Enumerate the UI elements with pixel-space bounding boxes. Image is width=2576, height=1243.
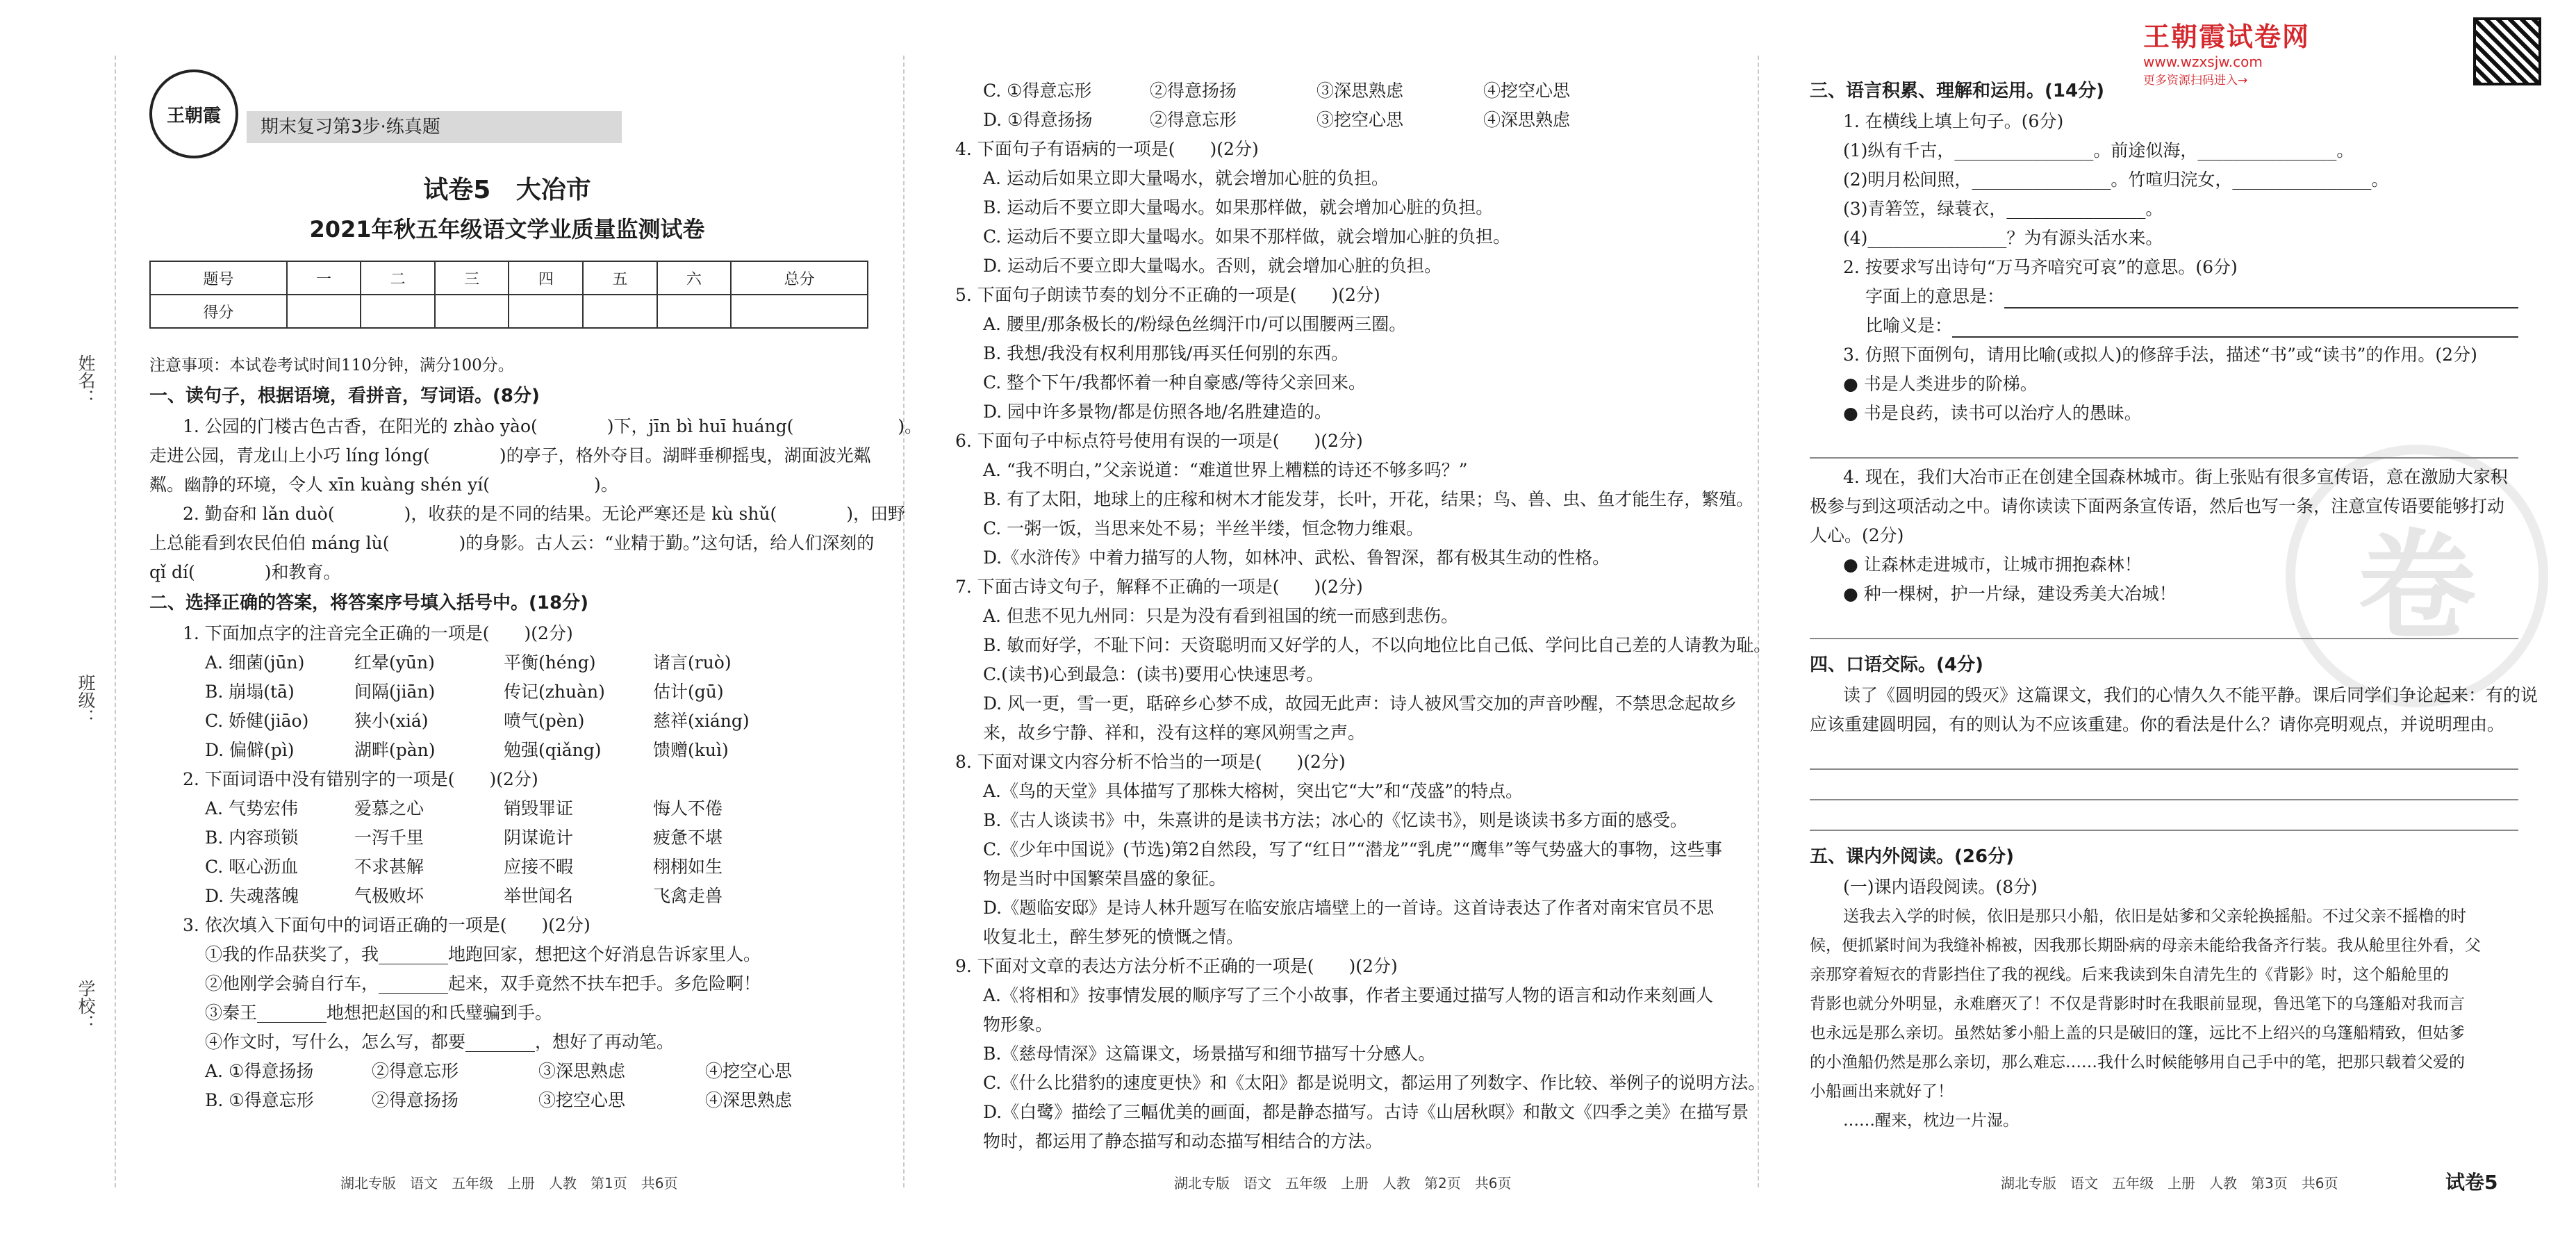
option: ③挖空心思 [1316, 110, 1404, 130]
option[interactable]: C. ①得意忘形 [983, 81, 1092, 101]
score-cell[interactable] [583, 295, 657, 328]
logo-name: 王朝霞 [166, 105, 221, 126]
option: ③挖空心思 [538, 1090, 626, 1110]
score-cell[interactable] [287, 295, 361, 328]
question: 9. 下面对文章的表达方法分析不正确的一项是( )(2分) [955, 956, 1398, 976]
section-2-title: 二、选择正确的答案，将答案序号填入括号中。(18分) [149, 593, 588, 614]
option: 湖畔(pàn) [354, 740, 436, 760]
paper-no: 试卷5 [423, 176, 491, 204]
score-header: 六 [657, 261, 732, 295]
option: 气极败坏 [354, 886, 424, 906]
option[interactable]: D.《题临安邸》是诗人林升题写在临安旅店墙壁上的一首诗。这首诗表达了作者对南宋官员不思 [983, 898, 1715, 918]
option: 物形象。 [983, 1014, 1053, 1035]
passage-line: 亲那穿着短衣的背影挡住了我的视线。后来我读到朱自清先生的《背影》时，这个船舱里的 [1810, 966, 2449, 984]
text-line: ③秦王________地想把赵国的和氏璧骗到手。 [205, 1003, 553, 1023]
score-cell[interactable] [509, 295, 583, 328]
binding-line [115, 56, 116, 1187]
option: ④挖空心思 [1483, 81, 1571, 101]
option[interactable]: C.《少年中国说》(节选)第2自然段，写了“红日”“潜龙”“乳虎”“鹰隼”等气势盛大的事物，这些事 [983, 839, 1722, 859]
fill-line[interactable]: (2)明月松间照，________________。竹喧归浣女，________________。 [1843, 170, 2389, 190]
text-line: 人心。(2分) [1810, 525, 1904, 545]
option: ③深思熟虑 [1316, 81, 1404, 101]
text-line: 读了《圆明园的毁灭》这篇课文，我们的心情久久不能平静。课后同学们争论起来：有的说 [1843, 685, 2538, 705]
question: 6. 下面句子中标点符号使用有误的一项是( )(2分) [955, 431, 1363, 451]
example-line: ● 书是良药，读书可以治疗人的愚昧。 [1843, 403, 2142, 423]
page-divider-1 [903, 56, 905, 1187]
option: ②得意扬扬 [1150, 81, 1237, 101]
text-line: 走进公园，青龙山上小巧 líng lóng( )的亭子，格外夺目。湖畔垂柳摇曳，湖面波光粼 [149, 445, 871, 466]
fill-line[interactable]: (1)纵有千古，________________。前途似海，________________。 [1843, 140, 2354, 160]
option[interactable]: B. 有了太阳，地球上的庄稼和树木才能发芽，长叶，开花，结果；鸟、兽、虫、鱼才能生存，繁殖。 [983, 489, 1754, 509]
section-5-title: 五、课内外阅读。(26分) [1810, 846, 2014, 867]
option: 举世闻名 [504, 886, 574, 906]
section-4-title: 四、口语交际。(4分) [1810, 655, 1983, 675]
option[interactable]: B. 内容琐锁 [205, 828, 299, 848]
paper-place: 大冶市 [515, 176, 591, 204]
option[interactable]: B.《慈母情深》这篇课文，场景描写和细节描写十分感人。 [983, 1044, 1436, 1064]
score-cell[interactable] [361, 295, 435, 328]
text-line: ②他刚学会骑自行车，________起来，双手竟然不扶车把手。多危险啊！ [205, 973, 761, 994]
option: 阴谋诡计 [504, 828, 574, 848]
answer-line[interactable] [1810, 800, 2518, 831]
page-3-footer: 湖北专版 语文 五年级 上册 人教 第3页 共6页 [2001, 1175, 2338, 1192]
option[interactable]: B. 运动后不要立即大量喝水。如果那样做，就会增加心脏的负担。 [983, 197, 1494, 217]
option[interactable]: A. 气势宏伟 [205, 798, 298, 818]
option: ③深思熟虑 [538, 1061, 626, 1081]
option: 平衡(héng) [504, 652, 596, 673]
option: 应接不暇 [504, 857, 574, 877]
option: 馈赠(kuì) [653, 740, 729, 760]
label: 比喻义是： [1865, 315, 1953, 336]
text-line: 应该重建圆明园，有的则认为不应该重建。你的看法是什么？请你亮明观点，并说明理由。 [1810, 714, 2505, 734]
score-header: 一 [287, 261, 361, 295]
question: 3. 依次填入下面句中的词语正确的一项是( )(2分) [183, 915, 591, 935]
question: 2. 下面词语中没有错别字的一项是( )(2分) [183, 769, 538, 789]
option: ②得意忘形 [1150, 110, 1237, 130]
brand-url[interactable]: www.wzxsjw.com [2143, 53, 2263, 70]
question: 4. 下面句子有语病的一项是( )(2分) [955, 139, 1259, 159]
text-line: 粼。幽静的环境，令人 xīn kuàng shén yí( )。 [149, 475, 618, 495]
option[interactable]: A.《将相和》按事情发展的顺序写了三个小故事，作者主要通过描写人物的语言和动作来刻画人 [983, 985, 1714, 1005]
option: ②得意忘形 [372, 1061, 459, 1081]
text-line: 1. 公园的门楼古色古香，在阳光的 zhào yào( )下，jīn bì huī huáng( )。 [183, 416, 923, 436]
option[interactable]: D. 偏僻(pì) [205, 740, 295, 760]
option[interactable]: C. 整个下午/我都怀着一种自豪感/等待父亲回来。 [983, 372, 1366, 393]
text-line: qǐ dí( )和教育。 [149, 562, 341, 582]
text-line: 2. 勤奋和 lǎn duò( )，收获的是不同的结果。无论严寒还是 kù shǔ( )，田野 [183, 504, 906, 524]
option: 喷气(pèn) [504, 711, 585, 731]
passage-line: 送我去入学的时候，依旧是那只小船，依旧是姑爹和父亲轮换摇船。不过父亲不摇橹的时 [1843, 907, 2466, 925]
subsection-title: (一)课内语段阅读。(8分) [1843, 877, 2038, 897]
option[interactable]: A. 细菌(jūn) [205, 652, 305, 673]
option: 不求甚解 [354, 857, 424, 877]
answer-line[interactable] [1810, 609, 2518, 639]
brand-note: 更多资源扫码进入→ [2143, 74, 2248, 88]
text-line: 4. 现在，我们大冶市正在创建全国森林城市。街上张贴有很多宣传语，意在激励大家积 [1843, 467, 2508, 487]
option: 疲惫不堪 [653, 828, 723, 848]
text-line: 极参与到这项活动之中。请你读读下面两条宣传语，然后也写一条，注意宣传语要能够打动 [1810, 496, 2505, 516]
score-cell[interactable] [435, 295, 509, 328]
option: 估计(gū) [653, 682, 724, 702]
option: 一泻千里 [354, 828, 424, 848]
option[interactable]: B. ①得意忘形 [205, 1090, 314, 1110]
option[interactable]: A. “我不明白，”父亲说道：“难道世界上糟糕的诗还不够多吗？” [983, 460, 1468, 480]
option: 诸言(ruò) [653, 652, 732, 673]
page-2-footer: 湖北专版 语文 五年级 上册 人教 第2页 共6页 [1174, 1175, 1512, 1192]
name-label: 姓名： [76, 354, 96, 406]
watermark-char: 卷 [2357, 518, 2476, 656]
passage-line: 背影也就分外明显，永难磨灭了！不仅是背影时时在我眼前显现，鲁迅笔下的乌篷船对我而言 [1810, 995, 2465, 1013]
notice: 注意事项：本试卷考试时间110分钟，满分100分。 [149, 356, 514, 374]
passage-line: 也永远是那么亲切。虽然姑爹小船上盖的只是破旧的篷，远比不上绍兴的乌篷船精致，但姑爹 [1810, 1024, 2465, 1042]
text-line: ①我的作品获奖了，我________地跑回家，想把这个好消息告诉家里人。 [205, 944, 761, 964]
option[interactable]: D. 园中许多景物/都是仿照各地/名胜建造的。 [983, 402, 1332, 422]
option: 红晕(yūn) [354, 652, 435, 673]
option: 悔人不倦 [653, 798, 723, 818]
class-label: 班级： [76, 674, 96, 726]
question: 2. 按要求写出诗句“万马齐喑究可哀”的意思。(6分) [1843, 257, 2238, 277]
passage-line: ……醒来，枕边一片湿。 [1843, 1112, 2019, 1130]
option: 物是当时中国繁荣昌盛的象征。 [983, 869, 1227, 889]
passage-line: 候，便抓紧时间为我缝补棉被，因我那长期卧病的母亲未能给我备齐行装。我从舱里往外看，父 [1810, 937, 2481, 955]
option: 慈祥(xiáng) [653, 711, 750, 731]
slogan: ● 让森林走进城市，让城市拥抱森林！ [1843, 554, 2142, 575]
brand-name: 王朝霞试卷网 [2143, 22, 2311, 52]
score-header: 题号 [150, 261, 287, 295]
option: 传记(zhuàn) [504, 682, 605, 702]
option[interactable]: D.《白鹭》描绘了三幅优美的画面，都是静态描写。古诗《山居秋暝》和散文《四季之美》在描写景 [983, 1102, 1749, 1122]
score-header: 四 [509, 261, 583, 295]
page-divider-2 [1758, 56, 1759, 1187]
question: 3. 仿照下面例句，请用比喻(或拟人)的修辞手法，描述“书”或“读书”的作用。(2分) [1843, 345, 2477, 365]
passage-line: 小船画出来就好了！ [1810, 1083, 1954, 1101]
option: 物时，都运用了静态描写和动态描写相结合的方法。 [983, 1131, 1383, 1151]
option: ④挖空心思 [705, 1061, 793, 1081]
option[interactable]: D. ①得意扬扬 [983, 110, 1093, 130]
score-header: 二 [361, 261, 435, 295]
option[interactable]: D.《水浒传》中着力描写的人物，如林冲、武松、鲁智深，都有极其生动的性格。 [983, 548, 1610, 568]
option[interactable]: C. 呕心沥血 [205, 857, 299, 877]
score-cell[interactable] [731, 295, 868, 328]
option[interactable]: A. 但悲不见九州同：只是为没有看到祖国的统一而感到悲伤。 [983, 606, 1458, 626]
passage-line: 的小渔船仍然是那么亲切，那么难忘……我什么时候能够用自己手中的笔，把那只载着父爱的 [1810, 1053, 2465, 1071]
school-label: 学校： [76, 980, 96, 1032]
answer-line[interactable] [1810, 770, 2518, 800]
example-line: ● 书是人类进步的阶梯。 [1843, 374, 2038, 394]
text-line: ④作文时，写什么，怎么写，都要________，想好了再动笔。 [205, 1032, 675, 1052]
page-1-footer: 湖北专版 语文 五年级 上册 人教 第1页 共6页 [340, 1175, 678, 1192]
option: ④深思熟虑 [705, 1090, 793, 1110]
section-3-title: 三、语言积累、理解和运用。(14分) [1810, 81, 2104, 101]
question: 1. 在横线上填上句子。(6分) [1843, 111, 2064, 131]
option[interactable]: A. 运动后如果立即大量喝水，就会增加心脏的负担。 [983, 168, 1389, 188]
question: 8. 下面对课文内容分析不恰当的一项是( )(2分) [955, 752, 1346, 772]
option[interactable]: A.《鸟的天堂》具体描写了那株大榕树，突出它“大”和“茂盛”的特点。 [983, 781, 1524, 801]
option: 飞禽走兽 [653, 886, 723, 906]
answer-line[interactable] [2004, 282, 2518, 308]
fill-line[interactable]: (4)________________？为有源头活水来。 [1843, 228, 2163, 248]
question: 1. 下面加点字的注音完全正确的一项是( )(2分) [183, 623, 573, 643]
answer-line[interactable] [1952, 311, 2518, 338]
fill-line[interactable]: (3)青箬笠，绿蓑衣，________________。 [1843, 199, 2163, 219]
score-header: 五 [583, 261, 657, 295]
option: 来，故乡宁静、祥和，没有这样的寒风朔雪之声。 [983, 723, 1366, 743]
score-cell[interactable] [657, 295, 732, 328]
option: 栩栩如生 [653, 857, 723, 877]
answer-line[interactable] [1810, 428, 2518, 459]
question: 7. 下面古诗文句子，解释不正确的一项是( )(2分) [955, 577, 1363, 597]
slogan: ● 种一棵树，护一片绿，建设秀美大冶城！ [1843, 584, 2177, 604]
answer-line[interactable] [1810, 739, 2518, 770]
question: 5. 下面句子朗读节奏的划分不正确的一项是( )(2分) [955, 285, 1380, 305]
option: 销毁罪证 [504, 798, 574, 818]
option: 爱慕之心 [354, 798, 424, 818]
option[interactable]: C.(读书)心到最急：(读书)要用心快速思考。 [983, 664, 1324, 684]
option[interactable]: B. 敏而好学，不耻下问：天资聪明而又好学的人，不以向地位比自己低、学问比自己差的人请教为耻。 [983, 635, 1772, 655]
option[interactable]: C. 娇健(jiāo) [205, 711, 309, 731]
option[interactable]: B. 崩塌(tā) [205, 682, 295, 702]
option[interactable]: C. 运动后不要立即大量喝水。如果不那样做，就会增加心脏的负担。 [983, 227, 1511, 247]
score-header: 总分 [731, 261, 868, 295]
score-row-label: 得分 [150, 295, 287, 328]
option: 收复北土，醉生梦死的愤慨之情。 [983, 927, 1244, 947]
option[interactable]: A. 腰里/那条极长的/粉绿色丝绸汗巾/可以围腰两三圈。 [983, 314, 1407, 334]
option: 间隔(jiān) [354, 682, 436, 702]
text-line: 上总能看到农民伯伯 máng lù( )的身影。古人云：“业精于勤。”这句话，给人们深刻的 [149, 533, 875, 553]
review-tag: 期末复习第3步·练真题 [247, 111, 622, 143]
option[interactable]: B. 我想/我没有权利用那钱/再买任何别的东西。 [983, 343, 1349, 363]
option[interactable]: D. 失魂落魄 [205, 886, 299, 906]
score-table [149, 261, 868, 329]
page-tag: 试卷5 [2445, 1171, 2498, 1194]
label: 字面上的意思是： [1865, 286, 2005, 306]
option: ④深思熟虑 [1483, 110, 1571, 130]
option[interactable]: B.《古人谈读书》中，朱熹讲的是读书方法；冰心的《忆读书》，则是谈读书多方面的感受。 [983, 810, 1687, 830]
option: ②得意扬扬 [372, 1090, 459, 1110]
option[interactable]: C.《什么比猎豹的速度更快》和《太阳》都是说明文，都运用了列数字、作比较、举例子的说明方法。 [983, 1073, 1766, 1093]
option[interactable]: D. 风一更，雪一更，聒碎乡心梦不成，故园无此声：诗人被风雪交加的声音吵醒，不禁思念起故乡 [983, 693, 1737, 714]
option[interactable]: D. 运动后不要立即大量喝水。否则，就会增加心脏的负担。 [983, 256, 1442, 276]
option[interactable]: C. 一粥一饭，当思来处不易；半丝半缕，恒念物力维艰。 [983, 518, 1424, 538]
paper-title: 2021年秋五年级语文学业质量监测试卷 [309, 216, 705, 242]
option[interactable]: A. ①得意扬扬 [205, 1061, 314, 1081]
option: 勉强(qiǎng) [504, 740, 602, 760]
score-header: 三 [435, 261, 509, 295]
logo-badge [149, 69, 238, 158]
option: 狭小(xiá) [354, 711, 429, 731]
section-1-title: 一、读句子，根据语境，看拼音，写词语。(8分) [149, 386, 540, 406]
